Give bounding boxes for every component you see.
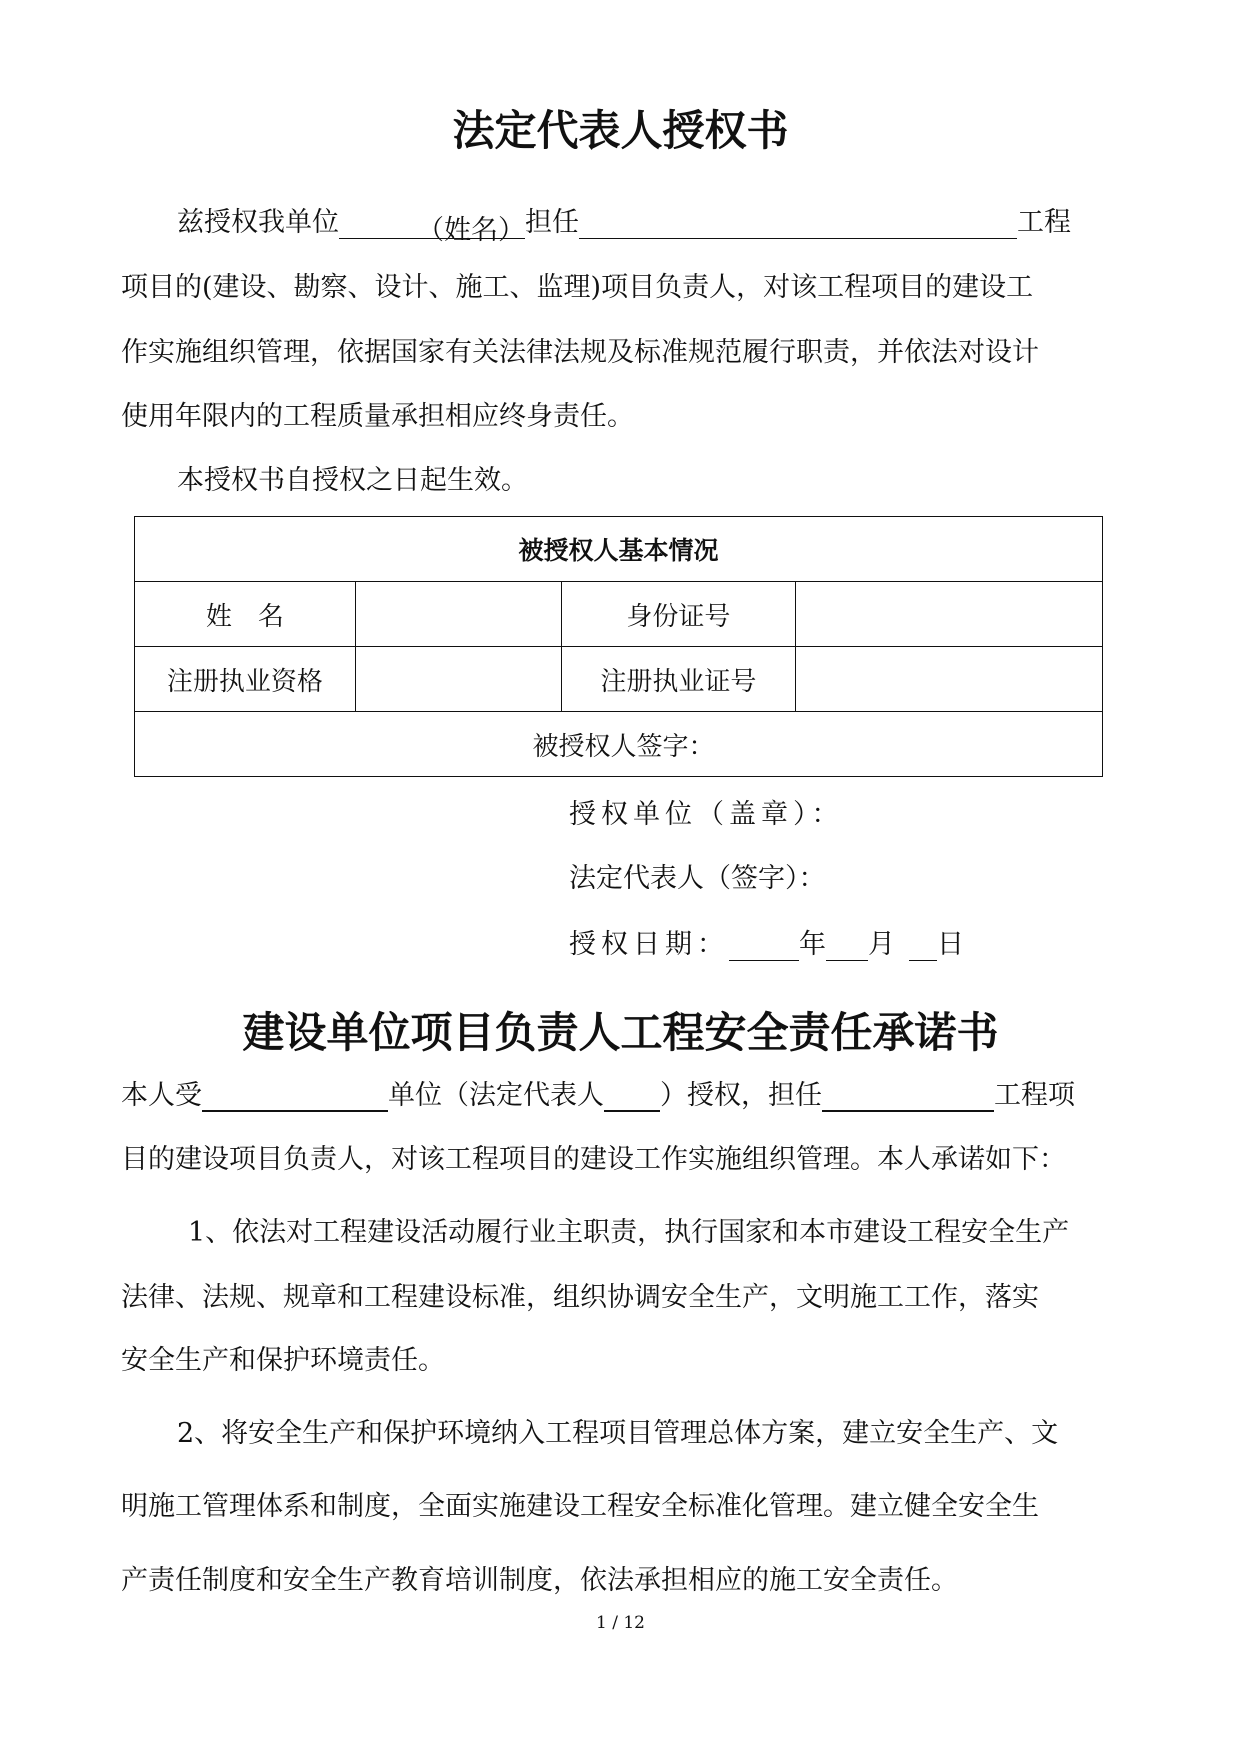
name-value-cell[interactable] <box>355 582 561 647</box>
pledge-text-a: 本人受 <box>121 1080 202 1111</box>
month-blank <box>826 930 868 961</box>
certificate-label: 注册执业证号 <box>561 647 796 712</box>
qualification-value-cell[interactable] <box>355 647 561 712</box>
authorized-person-table <box>134 516 1103 777</box>
name-blank-line <box>339 208 417 239</box>
auth-p1-text-b: 担任 <box>525 207 579 238</box>
auth-date-line <box>569 922 964 961</box>
auth-p1-line1 <box>177 200 1071 246</box>
auth-title: 法定代表人授权书 <box>452 106 789 155</box>
pledge-text-c: ）授权，担任 <box>660 1080 822 1111</box>
auth-p1-text-c: 工程 <box>1017 207 1071 238</box>
item2-line2: 明施工管理体系和制度，全面实施建设工程安全标准化管理。建立健全安全生 <box>121 1491 1039 1522</box>
auth-p2: 本授权书自授权之日起生效。 <box>177 465 528 496</box>
pledge-title: 建设单位项目负责人工程安全责任承诺书 <box>242 1008 999 1057</box>
certificate-value-cell[interactable] <box>796 647 1103 712</box>
month-label: 月 <box>868 929 895 960</box>
item1-line3: 安全生产和保护环境责任。 <box>121 1345 445 1376</box>
item1-line2: 法律、法规、规章和工程建设标准，组织协调安全生产，文明施工工作，落实 <box>121 1282 1039 1313</box>
pledge-line2: 目的建设项目负责人，对该工程项目的建设工作实施组织管理。本人承诺如下： <box>121 1144 1066 1175</box>
auth-p1-line3: 作实施组织管理，依据国家有关法律法规及标准规范履行职责，并依法对设计 <box>121 337 1039 368</box>
year-label: 年 <box>799 929 826 960</box>
signature-label: 被授权人签字： <box>532 731 715 762</box>
name-label: 姓 名 <box>135 582 356 647</box>
table-header: 被授权人基本情况 <box>135 517 1103 582</box>
legal-rep-blank <box>604 1080 660 1112</box>
unit-seal-line: 授权单位（盖章）： <box>569 799 844 830</box>
rep-sign-line: 法定代表人（签字）： <box>569 863 826 894</box>
pledge-text-d: 工程项 <box>994 1080 1075 1111</box>
date-label: 授权日期： <box>569 929 729 960</box>
id-label: 身份证号 <box>561 582 796 647</box>
page-number: 1 / 12 <box>596 1613 645 1633</box>
id-value-cell[interactable] <box>796 582 1103 647</box>
pledge-line1 <box>121 1073 1075 1112</box>
project-name-blank <box>822 1080 994 1112</box>
project-blank-line <box>579 208 1017 239</box>
year-blank <box>729 930 799 961</box>
name-field-label: （姓名） <box>417 208 525 239</box>
auth-p1-line2: 项目的(建设、勘察、设计、施工、监理)项目负责人，对该工程项目的建设工 <box>121 272 1034 303</box>
unit-blank <box>202 1080 388 1112</box>
item1-line1: 1、依法对工程建设活动履行业主职责，执行国家和本市建设工程安全生产 <box>188 1217 1070 1248</box>
signature-cell[interactable] <box>135 712 1103 777</box>
pledge-text-b: 单位（法定代表人 <box>388 1080 604 1111</box>
day-label: 日 <box>937 929 964 960</box>
item2-line1: 2、将安全生产和保护环境纳入工程项目管理总体方案，建立安全生产、文 <box>177 1418 1059 1449</box>
auth-p1-text-a: 兹授权我单位 <box>177 207 339 238</box>
qualification-label: 注册执业资格 <box>135 647 356 712</box>
item2-line3: 产责任制度和安全生产教育培训制度，依法承担相应的施工安全责任。 <box>121 1565 958 1596</box>
auth-p1-line4: 使用年限内的工程质量承担相应终身责任。 <box>121 401 634 432</box>
day-blank <box>909 930 937 961</box>
